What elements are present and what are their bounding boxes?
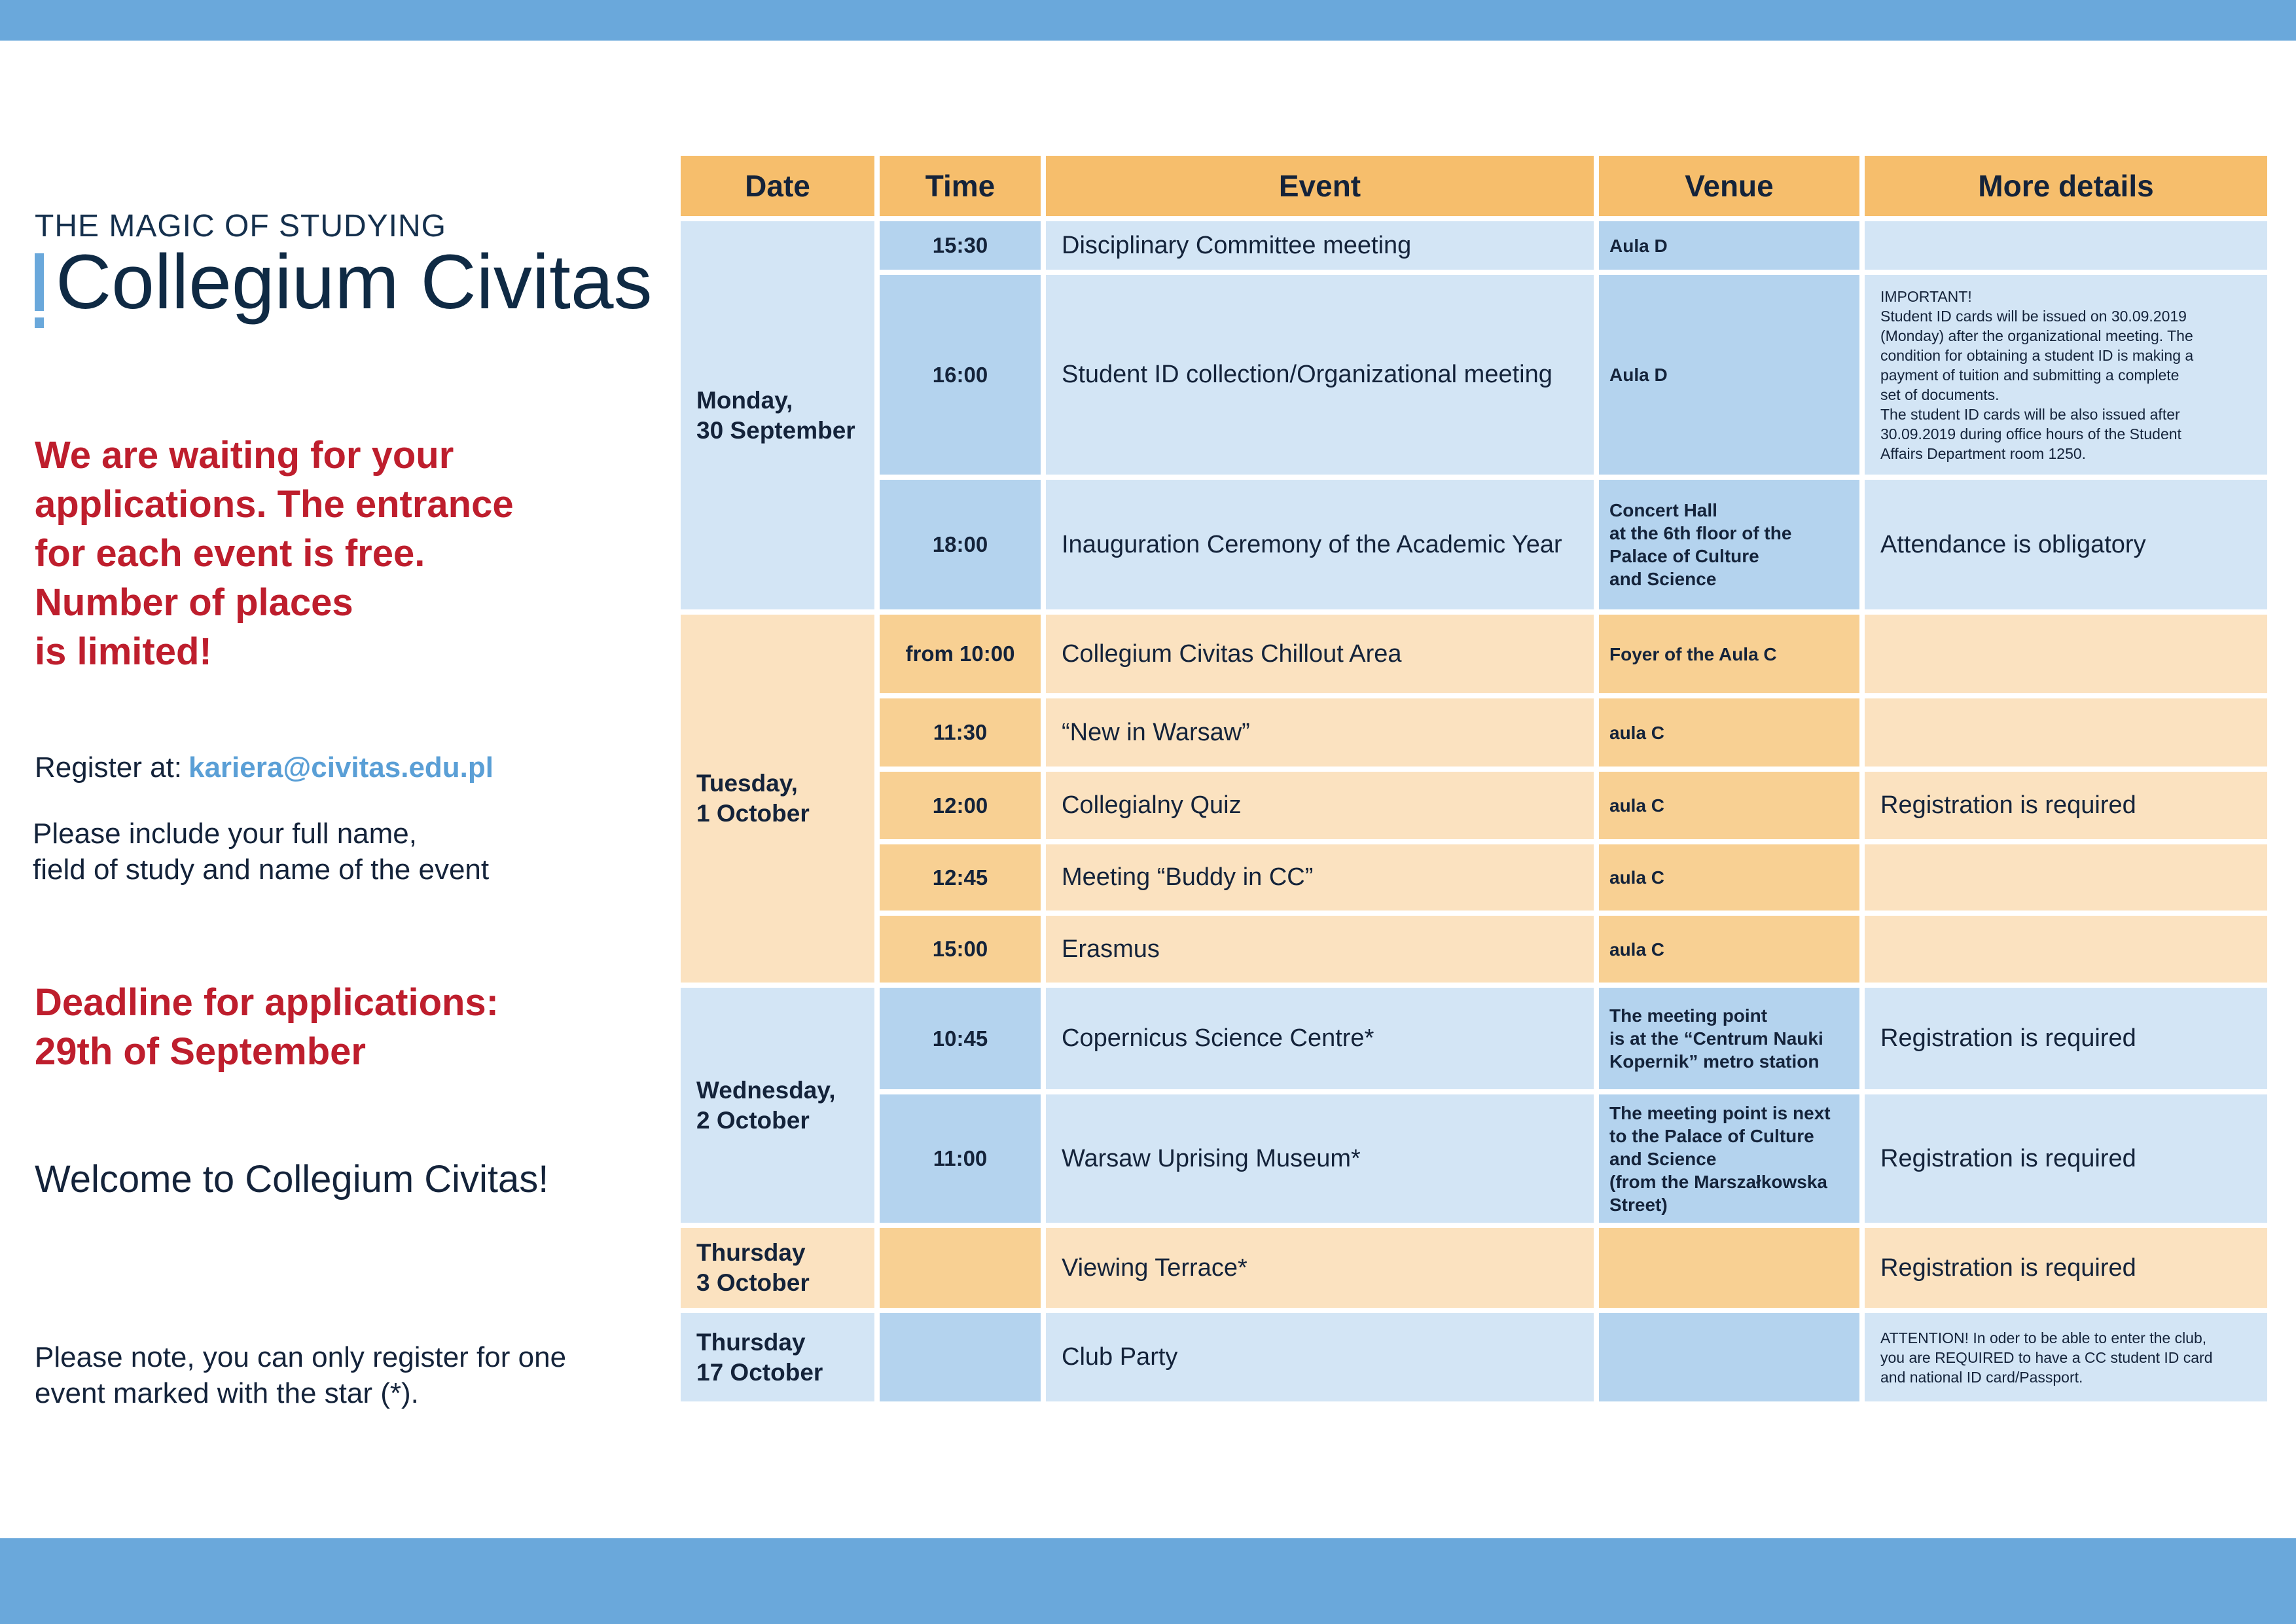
header-row [681, 156, 2267, 216]
venue-line: aula C [1609, 722, 1665, 743]
time-cell: 12:00 [880, 772, 1041, 839]
bottom-band [0, 1538, 2296, 1624]
waiting-line: for each event is free. [35, 532, 425, 575]
table-row [681, 615, 2267, 693]
waiting-line: Number of places [35, 581, 353, 624]
note-line: event marked with the star (*). [35, 1377, 419, 1409]
details-line: 30.09.2019 during office hours of the Student [1880, 425, 2181, 442]
venue-line: Aula D [1609, 365, 1668, 385]
venue-line: The meeting point is next [1609, 1102, 1831, 1123]
details-cell [1865, 1313, 2267, 1401]
time-cell [880, 1313, 1041, 1401]
deadline-line: 29th of September [35, 1030, 366, 1073]
register-email-link[interactable]: kariera@civitas.edu.pl [188, 751, 494, 784]
details-cell [1865, 480, 2267, 609]
venue-cell [1599, 615, 1859, 693]
venue-line: Kopernik” metro station [1609, 1051, 1820, 1072]
details-cell [1865, 1094, 2267, 1223]
table-row [681, 275, 2267, 475]
venue-cell [1599, 275, 1859, 475]
date-line: 3 October [696, 1269, 810, 1296]
header-date: Date [681, 156, 874, 216]
brand-logo [35, 239, 653, 325]
venue-line: is at the “Centrum Nauki [1609, 1028, 1823, 1049]
details-cell [1865, 772, 2267, 839]
details-line: The student ID cards will be also issued after [1880, 405, 2180, 423]
event-cell: “New in Warsaw” [1046, 698, 1594, 767]
time-cell: 11:30 [880, 698, 1041, 767]
venue-line: Palace of Culture [1609, 546, 1759, 566]
details-line: Registration is required [1880, 1024, 2136, 1052]
header-venue: Venue [1599, 156, 1859, 216]
time-cell: 10:45 [880, 988, 1041, 1089]
waiting-line: is limited! [35, 630, 212, 673]
venue-line: Street) [1609, 1194, 1668, 1215]
table-row [681, 480, 2267, 609]
table-row [681, 988, 2267, 1089]
event-cell: Collegium Civitas Chillout Area [1046, 615, 1594, 693]
event-cell: Meeting “Buddy in CC” [1046, 844, 1594, 911]
venue-cell [1599, 480, 1859, 609]
details-line: Attendance is obligatory [1880, 530, 2146, 558]
table-row [681, 844, 2267, 911]
brand-name: Collegium Civitas [56, 239, 653, 325]
details-line: and national ID card/Passport. [1880, 1368, 2083, 1386]
time-cell: 12:45 [880, 844, 1041, 911]
venue-cell [1599, 1313, 1859, 1401]
details-cell [1865, 615, 2267, 693]
details-line: Affairs Department room 1250. [1880, 444, 2087, 462]
header-details: More details [1865, 156, 2267, 216]
details-line: Student ID cards will be issued on 30.09.2019 [1880, 307, 2187, 325]
include-note [33, 816, 489, 888]
details-cell [1865, 916, 2267, 983]
header-time: Time [880, 156, 1041, 216]
event-cell: Copernicus Science Centre* [1046, 988, 1594, 1089]
kicker-text: THE MAGIC OF STUDYING [35, 209, 447, 244]
table-row [681, 221, 2267, 270]
venue-line: aula C [1609, 867, 1665, 888]
date-cell [681, 1228, 874, 1308]
venue-line: (from the Marszałkowska [1609, 1171, 1827, 1192]
table-row [681, 1228, 2267, 1308]
event-cell: Disciplinary Committee meeting [1046, 221, 1594, 270]
time-cell: from 10:00 [880, 615, 1041, 693]
venue-line: Concert Hall [1609, 500, 1717, 520]
details-line: Registration is required [1880, 1254, 2136, 1282]
deadline-message [35, 978, 499, 1076]
deadline-line: Deadline for applications: [35, 981, 499, 1024]
details-line: set of documents. [1880, 386, 2000, 403]
include-line: Please include your full name, [33, 818, 417, 850]
details-cell [1865, 698, 2267, 767]
details-line: ATTENTION! In oder to be able to enter the club, [1880, 1329, 2207, 1346]
include-line: field of study and name of the event [33, 854, 490, 886]
time-cell: 15:30 [880, 221, 1041, 270]
waiting-line: We are waiting for your [35, 434, 454, 477]
venue-line: Aula D [1609, 235, 1668, 256]
venue-line: to the Palace of Culture [1609, 1125, 1814, 1146]
details-cell [1865, 988, 2267, 1089]
welcome-text: Welcome to Collegium Civitas! [35, 1158, 549, 1200]
date-cell [681, 221, 874, 609]
waiting-message [35, 431, 624, 676]
details-cell [1865, 221, 2267, 270]
venue-line: and Science [1609, 1148, 1717, 1169]
details-line: (Monday) after the organizational meeting. The [1880, 327, 2193, 344]
date-line: 17 October [696, 1358, 823, 1386]
time-cell: 15:00 [880, 916, 1041, 983]
date-line: Monday, [696, 386, 793, 414]
star-note [35, 1339, 566, 1411]
table-row [681, 772, 2267, 839]
date-line: 30 September [696, 416, 855, 444]
details-cell [1865, 1228, 2267, 1308]
event-cell: Student ID collection/Organizational meeting [1046, 275, 1594, 475]
date-line: Thursday [696, 1239, 806, 1266]
venue-cell [1599, 772, 1859, 839]
event-cell: Collegialny Quiz [1046, 772, 1594, 839]
details-cell [1865, 844, 2267, 911]
venue-line: and Science [1609, 569, 1717, 589]
top-band [0, 0, 2296, 41]
details-line: condition for obtaining a student ID is making a [1880, 346, 2194, 364]
schedule-table [675, 151, 2272, 1407]
time-cell: 16:00 [880, 275, 1041, 475]
venue-cell [1599, 844, 1859, 911]
details-line: you are REQUIRED to have a CC student ID card [1880, 1348, 2213, 1366]
date-line: 2 October [696, 1106, 810, 1134]
schedule-body [681, 221, 2267, 1401]
venue-cell [1599, 698, 1859, 767]
time-cell: 11:00 [880, 1094, 1041, 1223]
venue-cell [1599, 988, 1859, 1089]
venue-line: The meeting point [1609, 1005, 1768, 1026]
date-cell [681, 615, 874, 983]
venue-line: at the 6th floor of the [1609, 523, 1792, 543]
note-line: Please note, you can only register for one [35, 1341, 567, 1373]
event-cell: Warsaw Uprising Museum* [1046, 1094, 1594, 1223]
venue-line: aula C [1609, 939, 1665, 960]
register-line [35, 751, 493, 784]
venue-cell [1599, 916, 1859, 983]
table-row [681, 698, 2267, 767]
date-cell [681, 988, 874, 1223]
date-line: Tuesday, [696, 770, 798, 797]
time-cell: 18:00 [880, 480, 1041, 609]
venue-line: aula C [1609, 795, 1665, 816]
table-row [681, 916, 2267, 983]
date-cell [681, 1313, 874, 1401]
date-line: Wednesday, [696, 1076, 836, 1104]
event-cell: Erasmus [1046, 916, 1594, 983]
header-event: Event [1046, 156, 1594, 216]
details-line: Registration is required [1880, 791, 2136, 819]
date-line: Thursday [696, 1328, 806, 1356]
exclamation-icon [35, 253, 44, 311]
table-row [681, 1313, 2267, 1401]
details-cell [1865, 275, 2267, 475]
register-label: Register at: [35, 751, 182, 784]
venue-cell [1599, 221, 1859, 270]
venue-cell [1599, 1228, 1859, 1308]
event-cell: Club Party [1046, 1313, 1594, 1401]
event-cell: Inauguration Ceremony of the Academic Year [1046, 480, 1594, 609]
waiting-line: applications. The entrance [35, 483, 514, 526]
details-line: payment of tuition and submitting a complete [1880, 366, 2179, 384]
venue-cell [1599, 1094, 1859, 1223]
venue-line: Foyer of the Aula C [1609, 643, 1777, 664]
time-cell [880, 1228, 1041, 1308]
table-row [681, 1094, 2267, 1223]
date-line: 1 October [696, 800, 810, 827]
event-cell: Viewing Terrace* [1046, 1228, 1594, 1308]
details-line: Registration is required [1880, 1144, 2136, 1172]
details-line: IMPORTANT! [1880, 287, 1972, 305]
